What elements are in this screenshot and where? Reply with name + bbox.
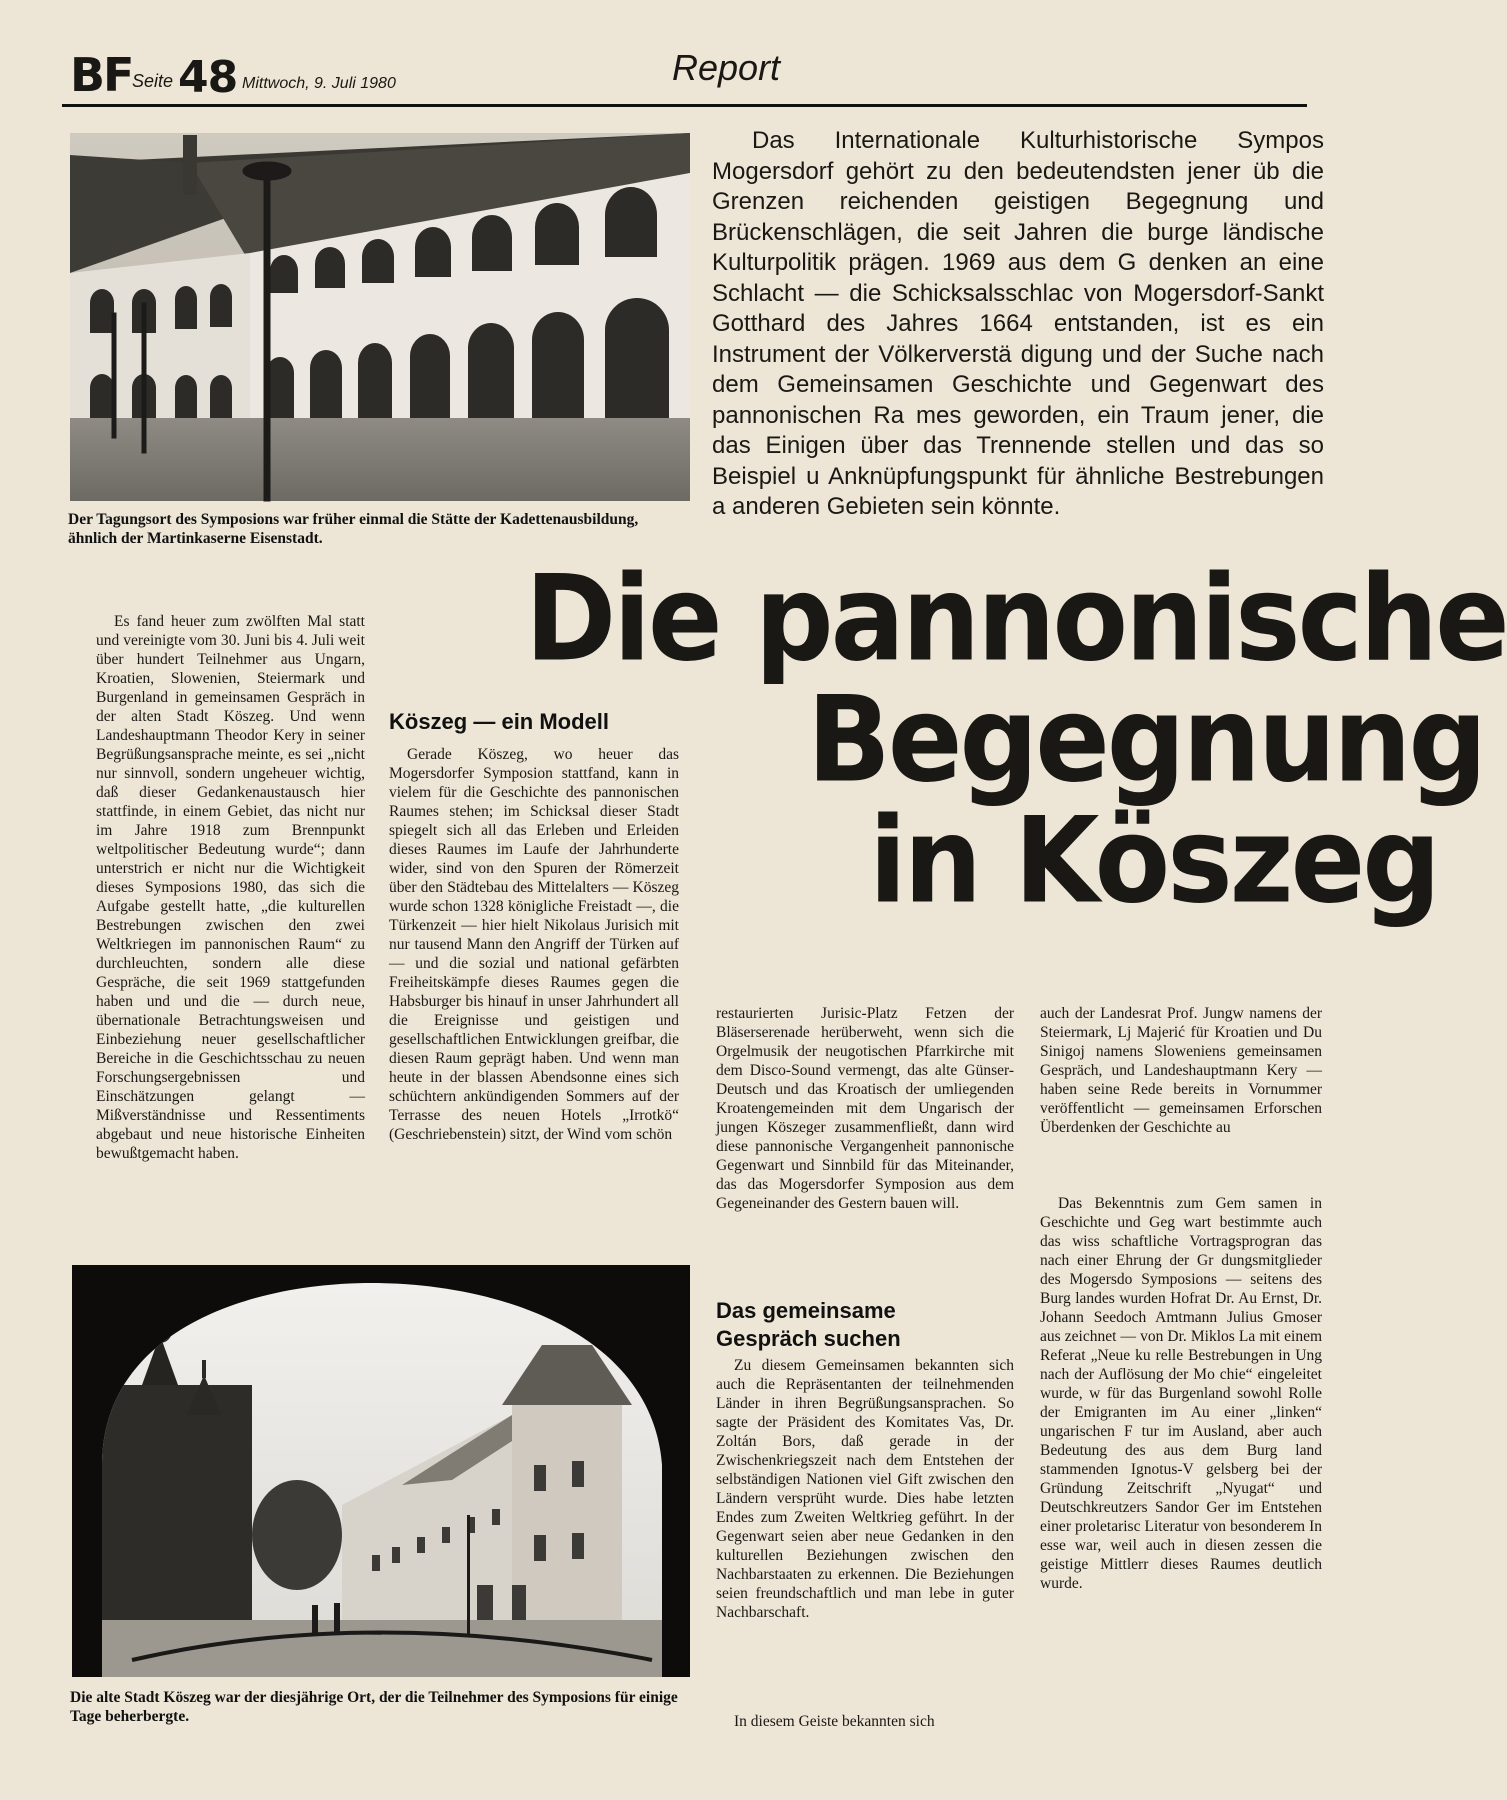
article-column-4-top: auch der Landesrat Prof. Jungw namens der Steiermark, Lj Majerić für Kroatien und Du Sinigoj namens Sloweniens gemeinsamen Gespräch, und Landeshauptmann Kery — haben seine Rede bereits in Vornummer veröffentlicht — gemeinsamen Erforschen Überdenken der Geschichte au [1040,1005,1322,1136]
subhead-gemeinsame-gespraech: Das gemeinsame Gespräch suchen [716,1298,901,1351]
headline-line-1: Die pannonische [525,549,1507,688]
header-rule [62,104,1307,107]
intro-text: Das Internationale Kulturhistorische Sympos Mogersdorf gehört zu den bedeutendsten jener üb die Grenzen reichenden geistigen Begegnung und Brückenschlägen, die seit Jahren die burge ländische Kulturpolitik prägen. 1969 aus dem G denken an eine Schlacht — die Schicksalsschlac von Mogersdorf-Sankt Gotthard des Jahres 1664 entstanden, ist es ein Instrument der Völkerverstä digung und der Suche nach dem Gemeinsamen Geschichte und Gegenwart des pannonischen Ra mes geworden, ein Traum jener, die das Einigen über das Trennende stellen und das so Beispiel u Anknüpfungspunkt für ähnliche Bestrebungen a anderen Gebieten sein könnte. [712,127,1324,520]
article-column-3-body: Zu diesem Gemeinsamen bekannten sich auch die Repräsentanten der teilnehmenden Länder in ihren Begrüßungsansprachen. So sagte der Präsident des Komitates Vas, Dr. Zoltán Bors, daß gerade in der Zwischenkriegszeit nach dem Entstehen der selbständigen Nationen viel Gift zwischen den Ländern versprüht wurde. Dies habe letzten Endes zum Zweiten Weltkrieg geführt. In der Gegenwart seien aber neue Gedanken in den kulturellen Beziehungen zwischen den Nachbarstaaten zu erkennen. Die Beziehungen seien freundschaftlich und man lebe in guter Nachbarschaft. [716,1357,1014,1621]
article-column-4-body: Das Bekenntnis zum Gem samen in Geschichte und Geg wart bestimmte auch das wiss schaftliche Vortragsprogran das nach einer Ehrung der Gr dungsmitglieder des Mogersdo Symposions — seitens des Burg landes wurden Hofrat Dr. Au Ernst, Dr. Johann Seedoch Amtmann Julius Gmoser aus zeichnet — von Dr. Miklos La mit einem Referat „Neue ku relle Bestrebungen in Ung nach der Auflösung der Mo chie“ eingeleitet wurde, w für das Burgenland sowohl Rolle der Emigranten im Au einer „linken“ ungarischen F tur im Ausland, aber auch Bedeutung des aus dem Burg land stammenden Ignotus-V gelsberg bei der Gründung Zeitschrift „Nyugat“ und Deutschkreutzers Sandor Ger im Entstehen einer proletarisc Literatur von besonderem In esse war, weil auch in diesen zessen die geistige Mittlerr dieses Raumes deutlich wurde. [1040,1195,1322,1592]
old-town-photo [72,1265,690,1677]
headline-line-2: Begegnung [807,670,1485,809]
top-photo-caption: Der Tagungsort des Symposions war früher einmal die Stätte der Kadettenausbildung, ähnlich der Martinkaserne Eisenstadt. [68,511,639,547]
bottom-photo-caption: Die alte Stadt Köszeg war der diesjährige Ort, der die Teilnehmer des Symposions für einige Tage beherbergte. [70,1689,678,1725]
issue-date: Mittwoch, 9. Juli 1980 [242,75,396,92]
headline-line-3: in Köszeg [869,791,1439,930]
page-number: 48 [178,52,238,103]
masthead-logo: BF [70,48,133,102]
courtyard-photo [70,133,690,501]
section-title: Report [672,47,781,88]
article-column-2: Gerade Köszeg, wo heuer das Mogersdorfer Symposion stattfand, kann in vielem für die Geschichte des pannonischen Raumes stehen; im Schicksal dieser Stadt spiegelt sich all das Erleben und Erleiden dieses Raumes im Laufe der Jahrhunderte wider, sind von den Spuren der Römerzeit über den Städtebau des Mittelalters — Köszeg wurde schon 1328 königliche Freistadt —, die Türkenzeit — hier hielt Nikolaus Jurisich mit nur tausend Mann den Angriff der Türken auf — und die sozial und national gefärbten Freiheitskämpfe dieses Raumes gegen die Habsburger bis hinauf in unser Jahrhundert all die Ereignisse und geistigen und gesellschaftlichen Entwicklungen greifbar, die diesen Raum geprägt haben. Und wenn man heute in der blassen Abendsonne eines sich schüchtern ankündigenden Sommers auf der Terrasse des neuen Hotels „Irrotkö“ (Geschriebenstein) sitzt, der Wind vom schön [389,746,679,1143]
article-column-1: Es fand heuer zum zwölften Mal statt und vereinigte vom 30. Juni bis 4. Juli weit über hundert Teilnehmer aus Ungarn, Kroatien, Slowenien, Steiermark und Burgenland in gemeinsamen Gespräch in der alten Stadt Köszeg. Und wenn Landeshauptmann Theodor Kery in seiner Begrüßungsansprache meinte, es sei „nicht nur sinnvoll, sondern ungeheuer wichtig, daß dieser Gedankenaustausch hier stattfinde, in einem Gebiet, das nicht nur im Jahre 1918 zum Brennpunkt weltpolitischer Bedeutung wurde“; dann unterstrich er nicht nur die Wichtigkeit dieses Symposions 1980, das sich die Aufgabe gestellt hatte, „die kulturellen Bestrebungen zwischen den zwei Weltkriegen im pannonischen Raum“ zu durchleuchten, sondern alle diese Gespräche, die seit 1969 stattgefunden haben und und die — durch neue, übernationale Betrachtungsweisen und Einbeziehung neuer gesellschaftlicher Bereiche in die Geschichtsschau zu neuen Forschungsergebnissen und Einschätzungen gelangt — Mißverständnisse und Ressentiments abgebaut und neue historische Einheiten bewußtgemacht haben. [96,613,365,1162]
subhead-koeszeg-modell: Köszeg — ein Modell [389,709,610,734]
article-column-3-top: restaurierten Jurisic-Platz Fetzen der Bläserserenade herüberweht, wenn sich die Orgelmusik der neugotischen Pfarrkirche mit dem Disco-Sound vermengt, das alte Günser-Deutsch und das Kroatisch der umliegenden Kroatengemeinden mit dem Ungarisch der jungen Köszeger zusammenfließt, dann wird diese pannonische Vergangenheit pannonische Gegenwart und Sinnbild für das Miteinander, das das Mogersdorfer Symposion aus dem Gegeneinander des Gestern bauen will. [716,1005,1014,1212]
article-column-3-end: In diesem Geiste bekannten sich [734,1713,935,1730]
page-label: Seite [132,71,174,91]
article-column-4 [1040,1004,1322,1734]
intro-paragraph [712,126,1324,536]
